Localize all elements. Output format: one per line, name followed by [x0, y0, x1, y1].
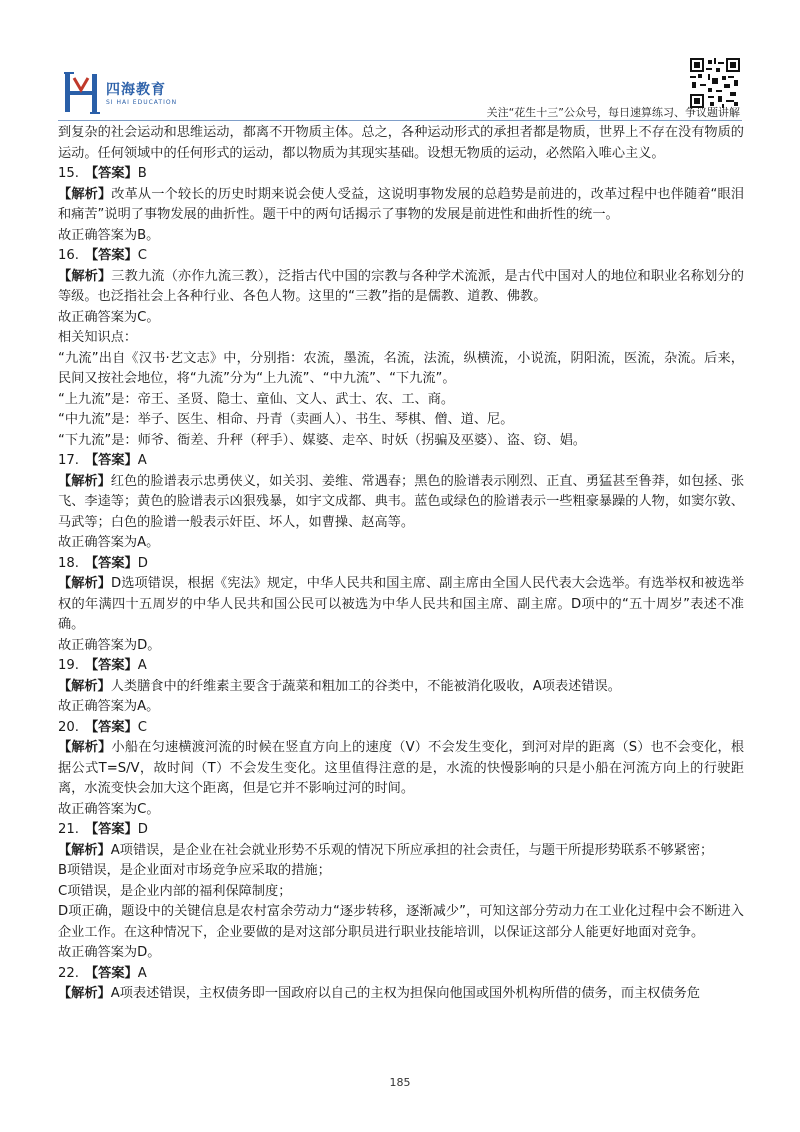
body-paragraph: “中九流”是：举子、医生、相命、丹青（卖画人）、书生、琴棋、僧、道、尼。	[58, 412, 514, 427]
question-number: 18.	[58, 555, 79, 571]
analysis-paragraph	[58, 472, 744, 534]
header-divider	[58, 120, 742, 121]
answer-label: 【答案】	[84, 719, 138, 735]
answer-line	[58, 451, 744, 472]
body-paragraph: “上九流”是：帝王、圣贤、隐士、童仙、文人、武士、农、工、商。	[58, 391, 455, 407]
body-paragraph: 故正确答案为D。	[58, 637, 161, 653]
analysis-label: 【解析】	[58, 842, 111, 858]
answer-line	[58, 656, 744, 677]
analysis-label: 【解析】	[58, 986, 111, 1001]
answer-label: 【答案】	[84, 166, 138, 181]
answer-value: A	[137, 658, 147, 673]
answer-analysis-body	[58, 123, 744, 1005]
analysis-paragraph	[58, 841, 744, 862]
answer-value: C	[137, 719, 147, 735]
analysis-paragraph	[58, 984, 744, 1005]
answer-line	[58, 820, 744, 841]
body-paragraph: 故正确答案为C。	[58, 801, 160, 817]
analysis-label: 【解析】	[58, 473, 111, 489]
analysis-text: 三教九流（亦作九流三教），泛指古代中国的宗教与各种学术流派，是古代中国对人的地位和职业名称划分的等级。也泛指社会上各种行业、各色人物。这里的“三教”指的是儒教、道教、佛教。	[58, 268, 744, 304]
logo-text-en: SI HAI EDUCATION	[106, 99, 178, 106]
analysis-label: 【解析】	[58, 678, 111, 694]
analysis-paragraph	[58, 677, 744, 698]
body-paragraph: 故正确答案为B。	[58, 227, 160, 243]
page-header	[0, 0, 800, 120]
page-number: 185	[389, 1076, 411, 1089]
body-paragraph: 故正确答案为D。	[58, 945, 161, 960]
answer-line	[58, 246, 744, 267]
body-paragraph: 故正确答案为A。	[58, 699, 160, 714]
analysis-label: 【解析】	[58, 268, 112, 284]
question-number: 19.	[58, 658, 79, 673]
answer-value: A	[137, 453, 147, 468]
logo-text-cn: 四海教育	[106, 82, 166, 98]
analysis-text: A项错误，是企业在社会就业形势不乐观的情况下所应承担的社会责任，与题干所提形势联系不够紧密；	[110, 842, 714, 858]
question-number: 16.	[58, 248, 79, 263]
question-number: 20.	[58, 719, 79, 735]
answer-label: 【答案】	[84, 555, 138, 571]
body-paragraph: D项正确，题设中的关键信息是农村富余劳动力“逐步转移，逐渐减少”，可知这部分劳动力在工业化过程中会不断进入企业工作。在这种情况下，企业要做的是对这部分职员进行职业技能培训，以保证这部分人能更好地面对竞争。	[58, 904, 744, 940]
answer-label: 【答案】	[84, 453, 138, 468]
analysis-text: 人类膳食中的纤维素主要含于蔬菜和粗加工的谷类中，不能被消化吸收，A项表述错误。	[110, 678, 621, 694]
body-paragraph: 故正确答案为A。	[58, 535, 160, 550]
body-paragraph: “九流”出自《汉书·艺文志》中，分别指：农流，墨流，名流，法流，纵横流，小说流，阴阳流，医流，杂流。后来，民间又按社会地位，将“九流”分为“上九流”、“中九流”、“下九流”。	[58, 350, 744, 386]
si-hai-education-logo	[62, 70, 182, 118]
analysis-paragraph	[58, 267, 744, 308]
answer-value: D	[137, 822, 148, 837]
logo-mark-icon	[62, 70, 102, 116]
analysis-paragraph	[58, 185, 744, 226]
header-slogan: 关注“花生十三”公众号，每日速算练习、争议题讲解	[486, 106, 740, 119]
answer-value: D	[137, 555, 148, 571]
analysis-paragraph	[58, 738, 744, 800]
question-number: 17.	[58, 453, 79, 468]
answer-label: 【答案】	[84, 248, 138, 263]
answer-label: 【答案】	[84, 822, 138, 837]
analysis-label: 【解析】	[58, 576, 112, 591]
question-number: 21.	[58, 822, 79, 837]
answer-value: C	[137, 248, 147, 263]
analysis-text: A项表述错误，主权债务即一国政府以自己的主权为担保向他国或国外机构所借的债务，而主权债务危	[110, 986, 701, 1001]
answer-value: A	[137, 965, 147, 981]
analysis-paragraph	[58, 574, 744, 636]
answer-label: 【答案】	[84, 658, 138, 673]
question-number: 22.	[58, 965, 79, 981]
analysis-text: 改革从一个较长的历史时期来说会使人受益，这说明事物发展的总趋势是前进的，改革过程中也伴随着“眼泪和痛苦”说明了事物发展的曲折性。题干中的两句话揭示了事物的发展是前进性和曲折性的统一。	[58, 186, 745, 222]
analysis-label: 【解析】	[58, 740, 112, 755]
analysis-text: 红色的脸谱表示忠勇侠义，如关羽、姜维、常遇春；黑色的脸谱表示刚烈、正直、勇猛甚至鲁莽，如包拯、张飞、李逵等；黄色的脸谱表示凶狠残暴，如宇文成都、典韦。蓝色或绿色的脸谱表示一些粗豪暴躁的人物，如窦尔敦、马武等；白色的脸谱一般表示奸臣、坏人，如曹操、赵高等。	[58, 473, 745, 530]
body-paragraph: 故正确答案为C。	[58, 309, 160, 325]
answer-label: 【答案】	[84, 965, 138, 981]
question-number: 15.	[58, 166, 79, 181]
answer-line	[58, 554, 744, 575]
body-paragraph: B项错误，是企业面对市场竞争应采取的措施；	[58, 863, 331, 878]
analysis-label: 【解析】	[58, 186, 112, 202]
body-paragraph: 相关知识点：	[58, 330, 138, 345]
body-paragraph: “下九流”是：师爷、衙差、升秤（秤手）、媒婆、走卒、时妖（拐骗及巫婆）、盗、窃、娼。	[58, 432, 586, 448]
answer-line	[58, 718, 744, 739]
qr-code-icon	[690, 58, 740, 108]
answer-line	[58, 964, 744, 985]
analysis-text: D选项错误，根据《宪法》规定，中华人民共和国主席、副主席由全国人民代表大会选举。有选举权和被选举权的年满四十五周岁的中华人民共和国公民可以被选为中华人民共和国主席、副主席。D项中的“五十周岁”表述不准确。	[58, 576, 745, 632]
analysis-text: 小船在匀速横渡河流的时候在竖直方向上的速度（V）不会发生变化，到河对岸的距离（S）也不会变化，根据公式T=S/V，故时间（T）不会发生变化。这里值得注意的是，水流的快慢影响的只是小船在河流方向上的行驶距离，水流变快会加大这个距离，但是它并不影响过河的时间。	[58, 740, 745, 796]
body-paragraph: 到复杂的社会运动和思维运动，都离不开物质主体。总之，各种运动形式的承担者都是物质，世界上不存在没有物质的运动。任何领域中的任何形式的运动，都以物质为其现实基础。设想无物质的运动，必然陷入唯心主义。	[58, 125, 744, 161]
answer-line	[58, 164, 744, 185]
body-paragraph: C项错误，是企业内部的福利保障制度；	[58, 883, 292, 899]
answer-value: B	[137, 166, 147, 181]
